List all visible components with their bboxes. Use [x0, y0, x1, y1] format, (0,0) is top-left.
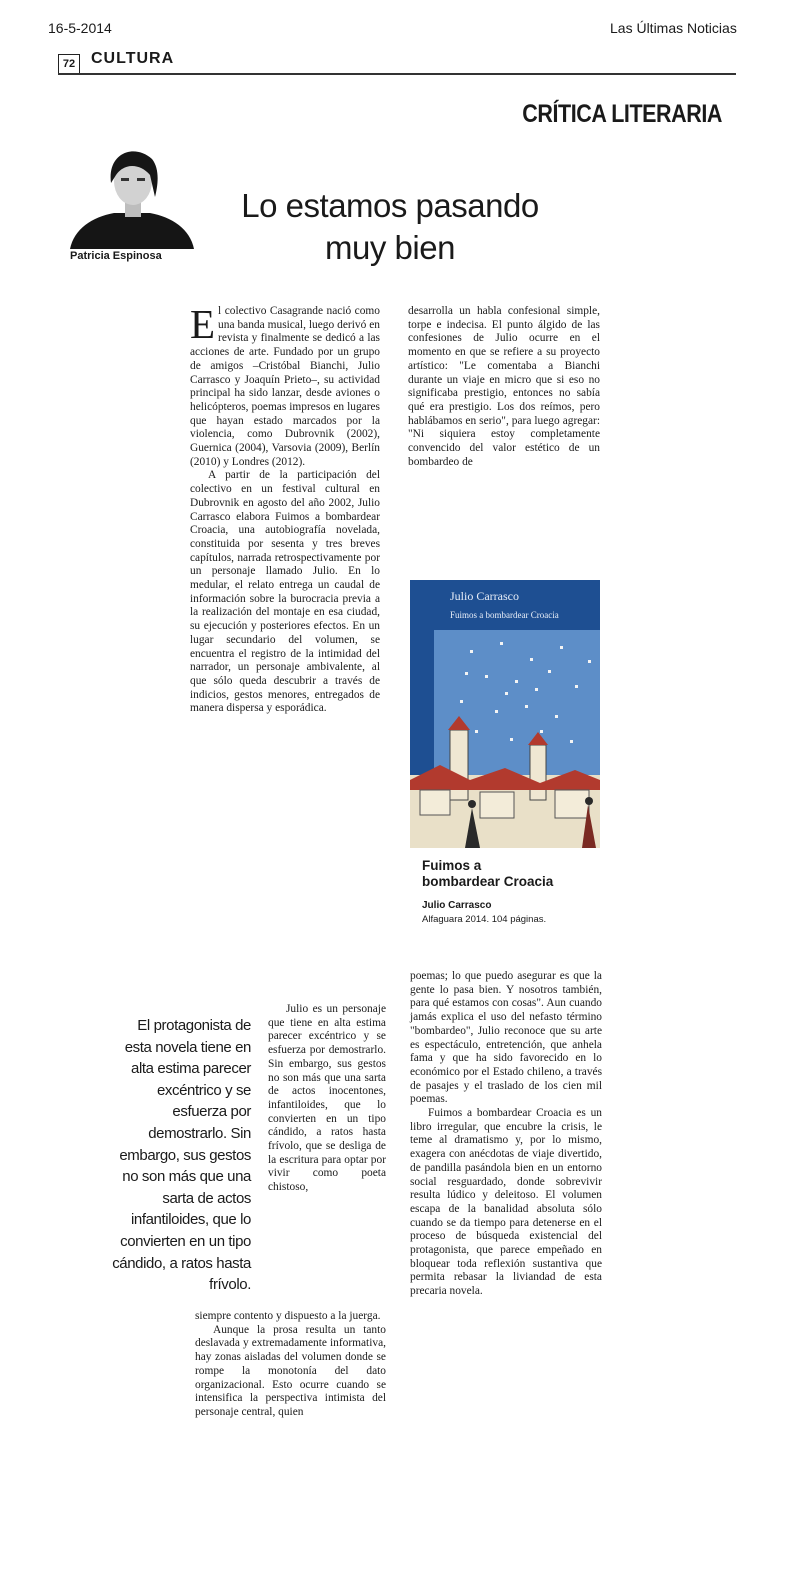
article-column-2b [410, 970, 602, 1299]
book-title-line-1: Fuimos a [422, 858, 482, 873]
author-name: Patricia Espinosa [70, 250, 162, 262]
cover-author: Julio Carrasco [450, 589, 519, 603]
headline [200, 185, 580, 269]
article-column-1c [195, 1310, 386, 1420]
paragraph-5: desarrolla un habla confesional simple, torpe e indecisa. El punto álgido de las confesiones de Julio ocurre en el momento en que se refiere a su proyecto artístico: "Le comentaba a Bianchi durante un viaje en micro que si eso no significaba prestigio, entonces no sabía qué era prestigio. Los dos reímos, pero hablábamos en serio", para luego agregar: "Ni siquiera estoy completamente convencido del valor estético de un bombardeo de [408, 305, 600, 468]
cover-title: Fuimos a bombardear Croacia [450, 610, 559, 620]
book-author: Julio Carrasco [422, 900, 492, 911]
paragraph-1 [190, 301, 380, 469]
author-photo [70, 145, 194, 249]
book-publication-info: Alfaguara 2014. 104 páginas. [422, 914, 547, 925]
newspaper-name: Las Últimas Noticias [610, 20, 737, 36]
paragraph-1-text: l colectivo Casagrande nació como una banda musical, luego derivó en revista y finalmente se dedicó a las acciones de arte. Fundado por un grupo de amigos –Cristóbal Bianchi, Julio Carrasco y Joaquín Prieto–, su actividad principal ha sido lanzar, desde aviones o helicópteros, poemas impresos en lugares que hayan estado marcados por la violencia, como Dubrovnik (2002), Guernica (2004), Varsovia (2009), Berlín (2010) y Londres (2012). [190, 305, 380, 468]
book-title-line-2: bombardear Croacia [422, 874, 554, 889]
article-column-1b [268, 1003, 386, 1195]
drop-cap: E [190, 301, 216, 347]
page-number: 72 [58, 54, 80, 74]
pull-quote: El protagonista de esta novela tiene en alta estima parecer excéntrico y se esfuerza por demostrarlo. Sin embargo, sus gestos no son más que una sarta de actos infantiloides, que lo convierten en un tipo cándido, a ratos hasta frívolo. [112, 1017, 251, 1294]
paragraph-7: Fuimos a bombardear Croacia es un libro irregular, que encubre la crisis, le teme al dramatismo y, por lo mismo, exagera con anécdotas de viaje divertido, de pandilla pasándola bien en un entorno social resguardado, donde sobrevivir resulta lúdico y deleitoso. El volumen escapa de la banalidad absoluta sólo cuando se da tiempo para detenerse en el proceso de búsqueda existencial del protagonista, que parece empeñado en bloquear toda reflexión sustantiva que permita rebasar la liviandad de esta precaria novela. [410, 1107, 602, 1298]
paragraph-6: poemas; lo que puedo asegurar es que la gente lo pasa bien. Y nosotros también, para qué estamos con cosas". Aun cuando jamás explica el uso del nefasto término "bombardeo", Julio reconoce que su arte es espectáculo, entretención, que anhela fama y que ha sido favorecido en lo económico por el Estado chileno, a través de pasajes y el traslado de los cien mil poemas. [410, 970, 602, 1106]
paragraph-3-end: siempre contento y dispuesto a la juerga. [195, 1310, 381, 1322]
paragraph-4: Aunque la prosa resulta un tanto deslavada y extremadamente informativa, hay zonas aisladas del volumen donde se rompe la monotonía del dato organizacional. Esto ocurre cuando se intensifica la perspectiva intimista del personaje central, quien [195, 1323, 386, 1418]
section-kicker: CRÍTICA LITERARIA [522, 100, 722, 128]
article-column-1 [190, 301, 380, 716]
book-cover [410, 580, 600, 848]
paragraph-2: A partir de la participación del colectivo en un festival cultural en Dubrovnik en agosto del año 2002, Julio Carrasco elabora Fuimos a bombardear Croacia, una autobiografía novelada, constituida por sesenta y tres breves capítulos, narrada retrospectivamente por un personaje llamado Julio. En lo medular, el relato entrega un caudal de información sobre la burocracia previa a la realización del montaje en esa ciudad, su ejecución y posteriores efectos. En un lugar secundario del volumen, se encuentra el registro de la intimidad del narrador, un personaje ambivalente, al que sólo queda descubrir a través de indicios, gestos menores, entregados de manera dispersa y esporádica. [190, 469, 380, 715]
article-column-2 [408, 305, 600, 469]
headline-line-2: muy bien [325, 229, 455, 266]
paragraph-3: Julio es un personaje que tiene en alta estima parecer excéntrico y se esfuerza por demostrarlo. Sin embargo, sus gestos no son más que una sarta de actos inocentones, infantiloides, que lo convierten en un tipo cándido, a ratos hasta frívolo, que se desliga de la escritura para optar por vivir como poeta chistoso, [268, 1003, 386, 1194]
header-rule [58, 73, 736, 75]
book-title [422, 858, 612, 890]
publication-date: 16-5-2014 [48, 20, 112, 36]
section-title: CULTURA [91, 50, 175, 67]
headline-line-1: Lo estamos pasando [241, 187, 539, 224]
